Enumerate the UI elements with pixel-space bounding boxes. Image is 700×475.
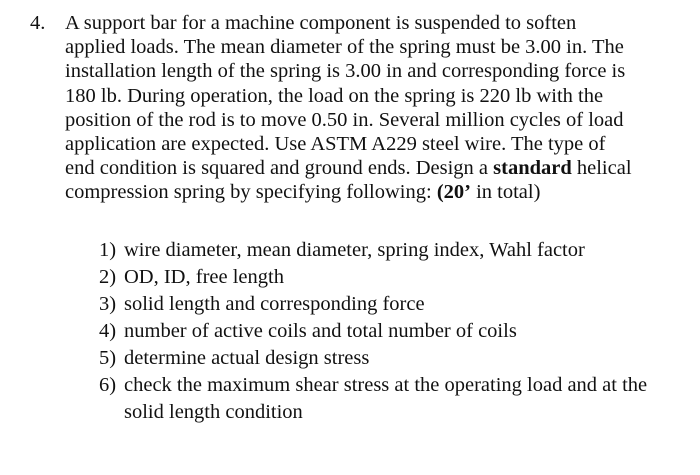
problem-line: installation length of the spring is 3.00 in and corresponding force is — [65, 60, 626, 83]
problem-text — [65, 11, 685, 205]
problem-line: 180 lb. During operation, the load on the spring is 220 lb with the — [65, 84, 604, 107]
problem-4 — [30, 11, 690, 205]
task-number: 6) — [99, 374, 117, 396]
task-text: determine actual design stress — [124, 347, 370, 369]
problem-line: A support bar for a machine component is suspended to soften — [65, 12, 577, 34]
problem-line-points — [65, 180, 685, 204]
problem-line: applied loads. The mean diameter of the spring must be 3.00 in. The — [65, 36, 624, 59]
task-number: 2) — [99, 266, 117, 288]
task-item — [99, 291, 689, 318]
problem-line: position of the rod is to move 0.50 in. Several million cycles of load — [65, 108, 624, 131]
task-item — [99, 264, 689, 291]
task-number: 4) — [99, 320, 117, 342]
problem-text-fragment: helical — [571, 157, 632, 180]
task-text: OD, ID, free length — [124, 266, 284, 288]
problem-text-fragment: in total) — [470, 181, 541, 204]
task-number: 5) — [99, 347, 117, 369]
task-item — [99, 318, 689, 345]
bold-points: (20’ — [436, 181, 471, 204]
task-number: 1) — [99, 239, 117, 261]
problem-line: application are expected. Use ASTM A229 steel wire. The type of — [65, 133, 606, 156]
task-text: check the maximum shear stress at the operating load and at the solid length condition — [124, 374, 648, 423]
task-text: number of active coils and total number of coils — [124, 320, 517, 342]
problem-text-fragment: end condition is squared and ground ends. Design a — [65, 157, 494, 180]
problem-statement — [30, 11, 690, 205]
problem-text-fragment: compression spring by specifying following: — [65, 181, 437, 204]
task-number: 3) — [99, 293, 117, 315]
problem-number: 4. — [30, 12, 46, 34]
bold-standard: standard — [493, 157, 572, 180]
task-item — [99, 372, 689, 426]
problem-line-standard — [65, 156, 685, 180]
task-list — [99, 237, 689, 426]
task-item — [99, 237, 689, 264]
task-item — [99, 345, 689, 372]
task-text: wire diameter, mean diameter, spring index, Wahl factor — [124, 239, 585, 261]
task-text: solid length and corresponding force — [124, 293, 425, 315]
